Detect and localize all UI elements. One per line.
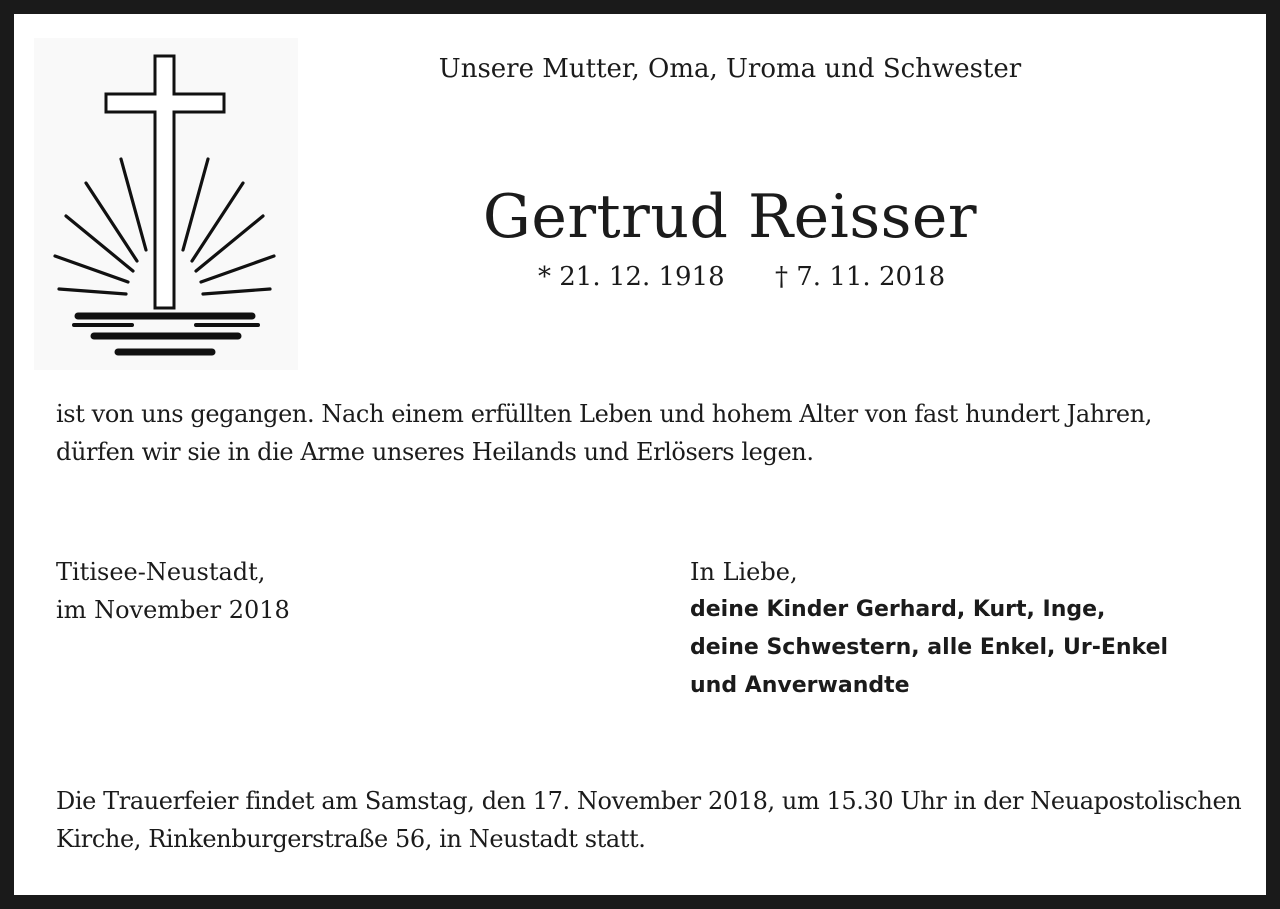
place-line: Titisee-Neustadt,	[56, 558, 266, 586]
deceased-name: Gertrud Reisser	[482, 182, 978, 252]
signature-names-line: und Anverwandte	[690, 673, 910, 698]
message-line: dürfen wir sie in die Arme unseres Heilands und Erlösers legen.	[56, 438, 814, 466]
birth-date: * 21. 12. 1918	[538, 262, 725, 292]
intro-line: Unsere Mutter, Oma, Uroma und Schwester	[438, 54, 1022, 84]
message-line: ist von uns gegangen. Nach einem erfüllten Leben und hohem Alter von fast hundert Jahren,	[56, 400, 1152, 428]
cross-shape	[106, 56, 224, 308]
obituary-notice	[14, 14, 1266, 895]
life-dates	[294, 261, 1166, 295]
death-date: † 7. 11. 2018	[775, 262, 946, 292]
message-paragraph	[56, 395, 1231, 471]
service-line: Die Trauerfeier findet am Samstag, den 17. November 2018, um 15.30 Uhr in der Neuapostolischen	[56, 787, 1242, 815]
date-line: im November 2018	[56, 596, 290, 624]
cross-sunrise-svg	[34, 38, 298, 370]
greeting: In Liebe,	[690, 558, 798, 586]
service-line: Kirche, Rinkenburgerstraße 56, in Neustadt statt.	[56, 825, 646, 853]
signature-names-line: deine Schwestern, alle Enkel, Ur-Enkel	[690, 635, 1169, 660]
signature-names-line: deine Kinder Gerhard, Kurt, Inge,	[690, 597, 1106, 622]
place-and-date	[56, 553, 290, 629]
water-lines	[74, 316, 258, 352]
signature-block	[690, 553, 1168, 705]
service-paragraph	[56, 782, 1242, 858]
cross-sunrise-emblem-icon	[34, 38, 298, 370]
